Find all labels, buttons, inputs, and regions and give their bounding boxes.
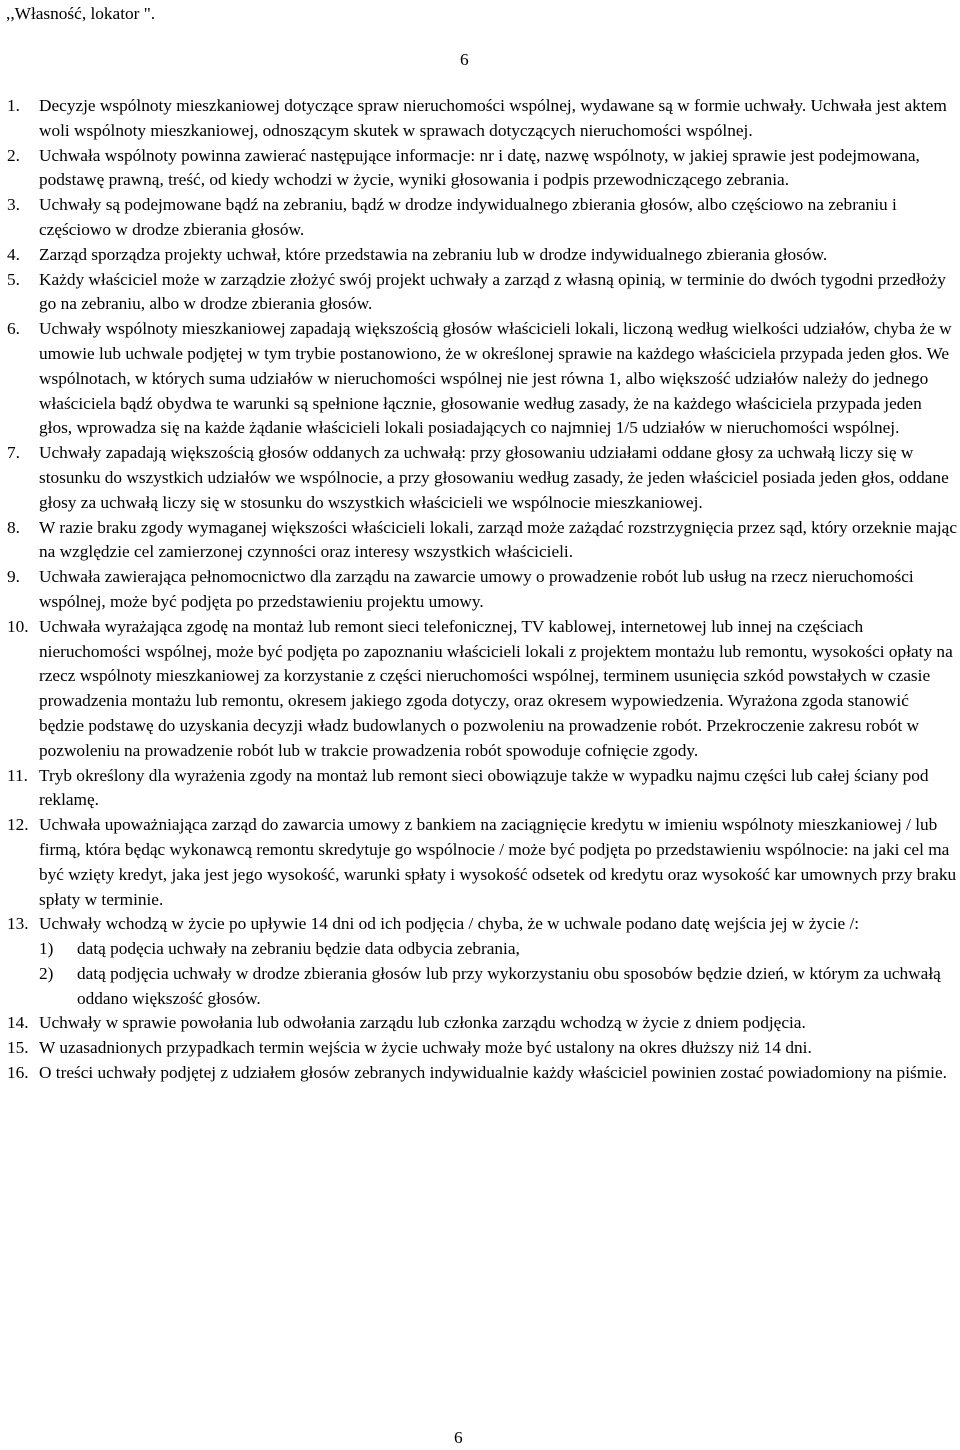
point-text: Każdy właściciel może w zarządzie złożyć swój projekt uchwały a zarząd z własną opinią, w terminie do dwóch tygodni przedłoży go na zebraniu, albo w drodze zbierania głosów.: [39, 269, 946, 314]
subpoint-text: datą podjęcia uchwały w drodze zbierania głosów lub przy wykorzystaniu obu sposobów będzie dzień, w którym za uchwałą oddano większość głosów.: [77, 963, 941, 1008]
point-number: 2.: [7, 145, 20, 165]
point-item: [0, 912, 960, 937]
point-text: Uchwały zapadają większością głosów oddanych za uchwałą: przy głosowaniu udziałami oddane głosy za uchwałą liczy się w stosunku do wszystkich udziałów we wspólnocie, a przy głosowaniu według zasady, że jeden właściciel posiada jeden głos, oddane głosy za uchwałą liczy się w stosunku do wszystkich właścicieli we wspólnocie mieszkaniowej.: [39, 443, 949, 512]
point-text: Uchwała wyrażająca zgodę na montaż lub remont sieci telefonicznej, TV kablowej, internetowej lub innej na częściach nieruchomości wspólnej, może być podjęta po zapoznaniu właścicieli lokali z projektem montażu lub remontu, wysokości opłaty na rzecz wspólnoty mieszkaniowej za korzystanie z części nieruchomości wspólnej, terminem usunięcia szkód powstałych w czasie prowadzenia montażu lub remontu, okresem jakiego zgoda dotyczy, oraz okresem wypowiedzenia. Wyrażona zgoda stanowić będzie podstawę do uzyskania decyzji władz budowlanych o pozwoleniu na prowadzenie robót. Przekroczenie zakresu robót w pozwoleniu na prowadzenie robót lub w trakcie prowadzenia robót spowoduje cofnięcie zgody.: [39, 616, 953, 760]
point-number: 16.: [7, 1063, 29, 1083]
point-text: Uchwały w sprawie powołania lub odwołania zarządu lub członka zarządu wchodzą w życie z dniem podjęcia.: [39, 1013, 806, 1033]
point-text: Uchwały wchodzą w życie po upływie 14 dni od ich podjęcia / chyba, że w uchwale podano datę wejścia jej w życie /:: [39, 914, 860, 934]
point-text: Tryb określony dla wyrażenia zgody na montaż lub remont sieci obowiązuje także w wypadku najmu części lub całej ściany pod reklamę.: [39, 765, 929, 810]
point-item: [0, 94, 960, 144]
point-item: [0, 441, 960, 515]
subpoints-container: [0, 937, 960, 1011]
point-text: W razie braku zgody wymaganej większości właścicieli lokali, zarząd może zażądać rozstrzygnięcia przez sąd, który orzeknie mając na względzie cel zamierzonej czynności oraz interesy wszystkich właścicieli.: [39, 517, 958, 562]
point-text: W uzasadnionych przypadkach termin wejścia w życie uchwały może być ustalony na okres dłuższy niż 14 dni.: [39, 1038, 812, 1058]
page-number: 6: [454, 1428, 463, 1447]
point-text: Zarząd sporządza projekty uchwał, które przedstawia na zebraniu lub w drodze indywidualnego zbierania głosów.: [39, 244, 828, 264]
subpoint-number: 1): [39, 939, 54, 959]
point-item: [0, 615, 960, 764]
point-number: 10.: [7, 616, 29, 636]
point-item: [0, 565, 960, 615]
point-number: 7.: [7, 443, 20, 463]
point-item: [0, 1061, 960, 1086]
point-number: 11.: [7, 765, 28, 785]
point-item: [0, 144, 960, 194]
section-number: 6: [460, 50, 469, 69]
point-item: [0, 1011, 960, 1036]
point-text: Uchwały są podejmowane bądź na zebraniu, bądź w drodze indywidualnego zbierania głosów, albo częściowo na zebraniu i częściowo w drodze zbierania głosów.: [39, 195, 897, 239]
point-item: [0, 243, 960, 268]
subpoint-number: 2): [39, 963, 54, 983]
point-number: 15.: [7, 1038, 29, 1058]
subpoint-item: [0, 962, 960, 1012]
point-number: 1.: [7, 96, 20, 115]
point-item: [0, 813, 960, 912]
point-text: Uchwała upoważniająca zarząd do zawarcia umowy z bankiem na zaciągnięcie kredytu w imieniu wspólnoty mieszkaniowej / lub firmą, która będąc wykonawcą remontu skredytuje go wspólnocie / może być podjęta po przedstawieniu wspólnocie: na jaki cel ma być wzięty kredyt, jaka jest jego wysokość, warunki spłaty i wysokość odsetek od kredytu oraz wysokość kar umownych przy braku spłaty w terminie.: [39, 815, 957, 909]
point-number: 6.: [7, 319, 20, 339]
point-number: 9.: [7, 567, 20, 587]
point-number: 13.: [7, 914, 29, 934]
point-number: 8.: [7, 517, 20, 537]
point-text: Uchwała wspólnoty powinna zawierać następujące informacje: nr i datę, nazwę wspólnoty, w jakiej sprawie jest podejmowana, podstawę prawną, treść, od kiedy wchodzi w życie, wyniki głosowania i podpis przewodniczącego zebrania.: [39, 145, 920, 190]
subpoint-item: [0, 937, 960, 962]
point-text: Uchwała zawierająca pełnomocnictwo dla zarządu na zawarcie umowy o prowadzenie robót lub usług na rzecz nieruchomości wspólnej, może być podjęta po przedstawieniu projektu umowy.: [39, 567, 914, 611]
point-item: [0, 268, 960, 318]
subpoint-text: datą podęcia uchwały na zebraniu będzie data odbycia zebrania,: [77, 939, 520, 959]
point-item: [0, 516, 960, 566]
subpoints-list: [0, 937, 960, 1011]
point-text: Uchwały wspólnoty mieszkaniowej zapadają większością głosów właścicieli lokali, liczoną według wielkości udziałów, chyba że w umowie lub uchwale podjętej w tym trybie postanowiono, że w określonej sprawie na każdego właściciela przypada jeden głos. We wspólnotach, w których suma udziałów w nieruchomości wspólnej nie jest równa 1, albo większość udziałów należy do jednego właściciela bądź obydwa te warunki są spełnione łącznie, głosowanie według zasady, że na każdego właściciela przypada jeden głos, wprowadza się na każde żądanie właścicieli lokali posiadających co najmniej 1/5 udziałów w nieruchomości wspólnej.: [39, 319, 952, 438]
point-item: [0, 193, 960, 243]
point-item: [0, 317, 960, 441]
point-item: [0, 764, 960, 814]
points-list: [0, 94, 960, 1086]
point-number: 5.: [7, 269, 20, 289]
point-item: [0, 1036, 960, 1061]
point-number: 4.: [7, 244, 20, 264]
point-number: 12.: [7, 815, 29, 835]
header-fragment: ,,Własność, lokator ".: [6, 4, 156, 23]
point-number: 3.: [7, 195, 20, 215]
point-text: O treści uchwały podjętej z udziałem głosów zebranych indywidualnie każdy właściciel powinien zostać powiadomiony na piśmie.: [39, 1063, 947, 1083]
point-number: 14.: [7, 1013, 29, 1033]
point-text: Decyzje wspólnoty mieszkaniowej dotyczące spraw nieruchomości wspólnej, wydawane są w formie uchwały. Uchwała jest aktem woli wspólnoty mieszkaniowej, odnoszącym skutek w sprawach dotyczących nieruchomości wspólnej.: [39, 96, 947, 140]
